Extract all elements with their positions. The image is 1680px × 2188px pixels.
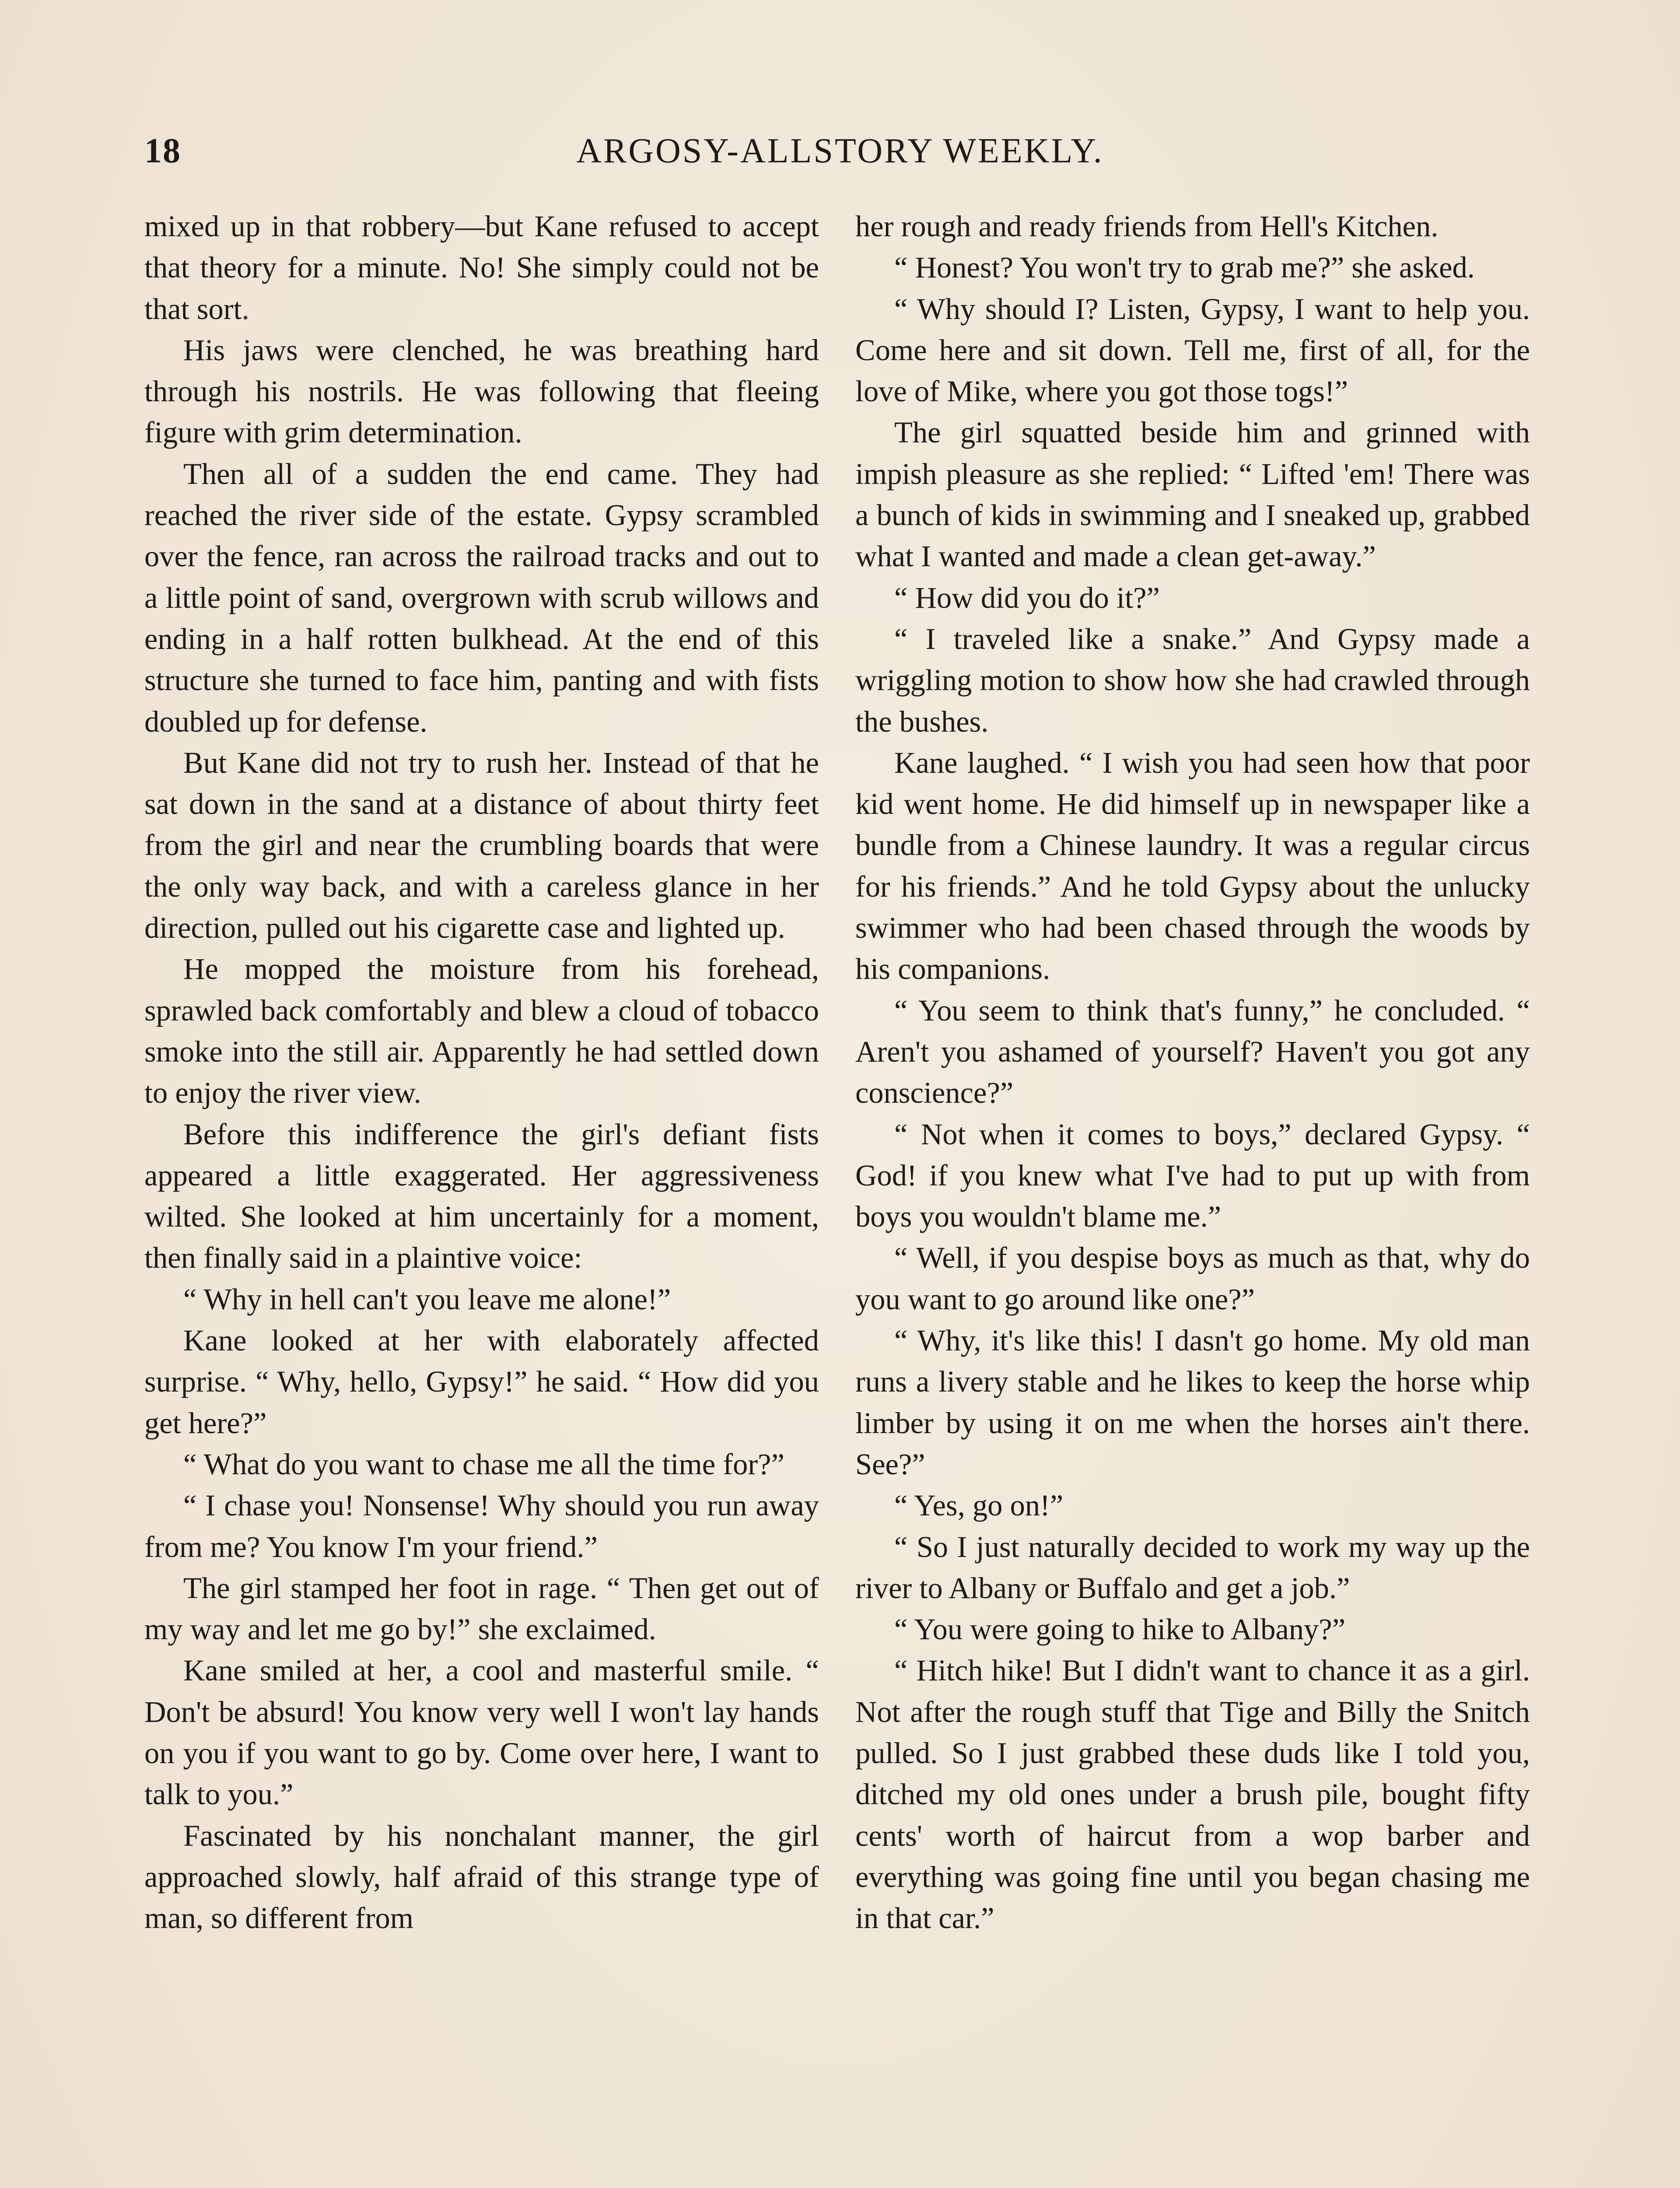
- paragraph: “ Not when it comes to boys,” declared Gypsy. “ God! if you knew what I've had to put up with from boys you wouldn't blame me.”: [855, 1117, 1530, 1234]
- page-header: [144, 131, 1536, 179]
- right-column: [855, 206, 1530, 2188]
- paragraph: His jaws were clenched, he was breathing hard through his nostrils. He was following that fleeing figure with grim determination.: [144, 333, 819, 449]
- paragraph: The girl squatted beside him and grinned with impish pleasure as she replied: “ Lifted 'em! There was a bunch of kids in swimming and I sneaked up, grabbed what I wanted and made a clean get-away.”: [855, 416, 1530, 573]
- paragraph: “ Why should I? Listen, Gypsy, I want to help you. Come here and sit down. Tell me, first of all, for the love of Mike, where you got those togs!”: [855, 292, 1530, 408]
- paragraph: “ You seem to think that's funny,” he concluded. “ Aren't you ashamed of yourself? Haven't you got any conscience?”: [855, 993, 1530, 1110]
- paragraph: “ Why, it's like this! I dasn't go home. My old man runs a livery stable and he likes to keep the horse whip limber by using it on me when the horses ain't there. See?”: [855, 1324, 1530, 1481]
- paragraph: Kane smiled at her, a cool and masterful smile. “ Don't be absurd! You know very well I won't lay hands on you if you want to go by. Come over here, I want to talk to you.”: [144, 1654, 819, 1811]
- paragraph: Fascinated by his nonchalant manner, the girl approached slowly, half afraid of this strange type of man, so different from: [144, 1819, 819, 1935]
- paragraph: “ Hitch hike! But I didn't want to chance it as a girl. Not after the rough stuff that Tige and Billy the Snitch pulled. So I just grabbed these duds like I told you, ditched my old ones under a brush pile, bought fifty cents' worth of haircut from a wop barber and everything was going fine until you began chasing me in that car.”: [855, 1654, 1530, 1935]
- paragraph: “ How did you do it?”: [894, 581, 1160, 614]
- page-number: 18: [144, 132, 181, 170]
- paragraph: her rough and ready friends from Hell's Kitchen.: [855, 210, 1438, 243]
- paragraph: “ What do you want to chase me all the time for?”: [183, 1447, 784, 1481]
- paragraph: “ Honest? You won't try to grab me?” she asked.: [894, 251, 1475, 284]
- paragraph: mixed up in that robbery—but Kane refused to accept that theory for a minute. No! She simply could not be that sort.: [144, 210, 819, 326]
- paragraph: “ Yes, go on!”: [894, 1489, 1064, 1522]
- paragraph: “ I chase you! Nonsense! Why should you run away from me? You know I'm your friend.”: [144, 1489, 819, 1564]
- paragraph: He mopped the moisture from his forehead, sprawled back comfortably and blew a cloud of tobacco smoke into the still air. Apparently he had settled down to enjoy the river view.: [144, 952, 819, 1110]
- paragraph: “ I traveled like a snake.” And Gypsy made a wriggling motion to show how she had crawled through the bushes.: [855, 622, 1530, 738]
- paragraph: “ Why in hell can't you leave me alone!”: [183, 1282, 671, 1316]
- left-column: [144, 206, 819, 2188]
- paragraph: Kane looked at her with elaborately affected surprise. “ Why, hello, Gypsy!” he said. “ How did you get here?”: [144, 1324, 819, 1440]
- paragraph: “ So I just naturally decided to work my way up the river to Albany or Buffalo and get a job.”: [855, 1530, 1530, 1605]
- paragraph: Kane laughed. “ I wish you had seen how that poor kid went home. He did himself up in newspaper like a bundle from a Chinese laundry. It was a regular circus for his friends.” And he told Gypsy about the unlucky swimmer who had been chased through the woods by his companions.: [855, 746, 1530, 986]
- paragraph: “ You were going to hike to Albany?”: [894, 1613, 1346, 1646]
- running-head: ARGOSY-ALLSTORY WEEKLY.: [576, 132, 1104, 170]
- paragraph: The girl stamped her foot in rage. “ Then get out of my way and let me go by!” she exclaimed.: [144, 1571, 819, 1646]
- paragraph: Then all of a sudden the end came. They had reached the river side of the estate. Gypsy scrambled over the fence, ran across the railroad tracks and out to a little point of sand, overgrown with scrub willows and ending in a half rotten bulkhead. At the end of this structure she turned to face him, panting and with fists doubled up for defense.: [144, 457, 819, 738]
- paragraph: “ Well, if you despise boys as much as that, why do you want to go around like one?”: [855, 1241, 1530, 1316]
- paragraph: Before this indifference the girl's defiant fists appeared a little exaggerated. Her aggressiveness wilted. She looked at him uncertainly for a moment, then finally said in a plaintive voice:: [144, 1117, 819, 1275]
- paragraph: But Kane did not try to rush her. Instead of that he sat down in the sand at a distance of about thirty feet from the girl and near the crumbling boards that were the only way back, and with a careless glance in her direction, pulled out his cigarette case and lighted up.: [144, 746, 819, 945]
